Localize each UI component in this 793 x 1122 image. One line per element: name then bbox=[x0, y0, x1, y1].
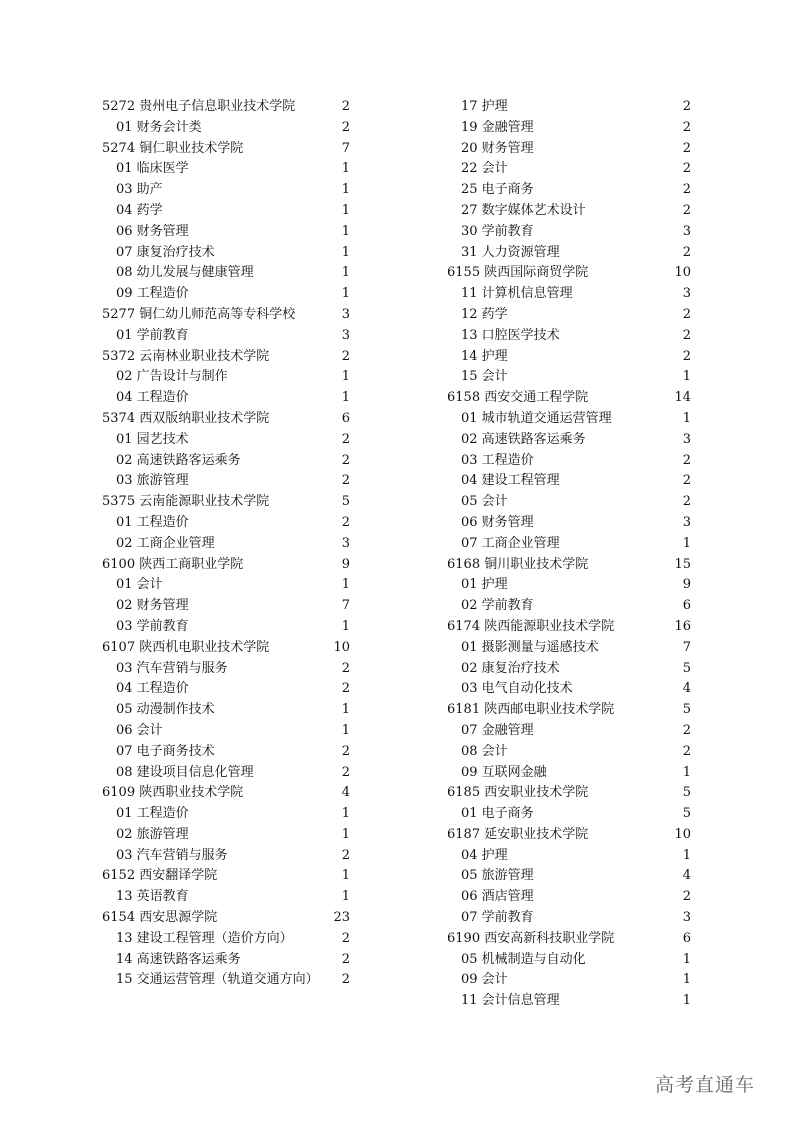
program-row bbox=[447, 159, 691, 180]
school-row bbox=[447, 929, 691, 950]
enrollment-count: 1 bbox=[341, 369, 350, 385]
enrollment-count: 1 bbox=[341, 286, 350, 302]
program-name: 14 护理 bbox=[461, 348, 508, 364]
program-name: 02 广告设计与制作 bbox=[116, 369, 228, 385]
program-name: 07 工商企业管理 bbox=[461, 535, 560, 551]
enrollment-count: 2 bbox=[682, 202, 691, 218]
program-row bbox=[447, 201, 691, 222]
program-name: 02 高速铁路客运乘务 bbox=[116, 452, 241, 468]
program-row bbox=[447, 970, 691, 991]
program-name: 22 会计 bbox=[461, 161, 508, 177]
program-row bbox=[447, 721, 691, 742]
program-row bbox=[447, 534, 691, 555]
program-row bbox=[102, 118, 350, 139]
program-row bbox=[102, 742, 350, 763]
program-name: 20 财务管理 bbox=[461, 140, 534, 156]
program-row bbox=[102, 617, 350, 638]
school-name: 5277 铜仁幼儿师范高等专科学校 bbox=[102, 306, 296, 322]
enrollment-count: 2 bbox=[682, 99, 691, 114]
program-row bbox=[102, 201, 350, 222]
program-row bbox=[447, 659, 691, 680]
enrollment-count: 5 bbox=[682, 806, 691, 822]
program-row bbox=[102, 222, 350, 243]
enrollment-count: 2 bbox=[341, 99, 350, 114]
program-name: 02 旅游管理 bbox=[116, 826, 189, 842]
program-row bbox=[447, 513, 691, 534]
enrollment-count: 2 bbox=[682, 722, 691, 738]
enrollment-count: 2 bbox=[341, 452, 350, 468]
program-row bbox=[447, 866, 691, 887]
school-row bbox=[102, 409, 350, 430]
school-row bbox=[102, 97, 350, 118]
enrollment-count: 1 bbox=[341, 868, 350, 884]
enrollment-count: 1 bbox=[682, 972, 691, 988]
program-name: 05 会计 bbox=[461, 494, 508, 510]
enrollment-count: 6 bbox=[341, 410, 350, 426]
program-row bbox=[447, 180, 691, 201]
program-row bbox=[447, 679, 691, 700]
enrollment-count: 23 bbox=[333, 910, 350, 926]
program-name: 17 护理 bbox=[461, 99, 508, 114]
enrollment-count: 2 bbox=[341, 847, 350, 863]
enrollment-count: 3 bbox=[682, 223, 691, 239]
enrollment-count: 7 bbox=[682, 639, 691, 655]
enrollment-count: 6 bbox=[682, 598, 691, 614]
program-row bbox=[102, 846, 350, 867]
school-name: 5274 铜仁职业技术学院 bbox=[102, 140, 244, 156]
program-row bbox=[102, 679, 350, 700]
enrollment-count: 1 bbox=[682, 993, 691, 1009]
school-name: 6158 西安交通工程学院 bbox=[447, 390, 589, 406]
program-row bbox=[102, 950, 350, 971]
program-name: 03 电气自动化技术 bbox=[461, 681, 573, 697]
school-name: 5375 云南能源职业技术学院 bbox=[102, 494, 270, 510]
program-row bbox=[447, 347, 691, 368]
program-row bbox=[447, 742, 691, 763]
program-row bbox=[102, 159, 350, 180]
program-name: 04 工程造价 bbox=[116, 390, 189, 406]
program-name: 07 电子商务技术 bbox=[116, 743, 215, 759]
enrollment-count: 10 bbox=[333, 639, 350, 655]
school-row bbox=[102, 492, 350, 513]
enrollment-count: 1 bbox=[682, 410, 691, 426]
enrollment-count: 3 bbox=[682, 431, 691, 447]
enrollment-count: 2 bbox=[341, 348, 350, 364]
program-row bbox=[102, 534, 350, 555]
program-row bbox=[102, 804, 350, 825]
program-row bbox=[447, 471, 691, 492]
program-name: 12 药学 bbox=[461, 306, 508, 322]
enrollment-count: 2 bbox=[341, 681, 350, 697]
enrollment-count: 1 bbox=[341, 577, 350, 593]
enrollment-count: 1 bbox=[341, 182, 350, 198]
program-name: 30 学前教育 bbox=[461, 223, 534, 239]
program-name: 06 酒店管理 bbox=[461, 889, 534, 905]
enrollment-count: 2 bbox=[341, 660, 350, 676]
school-name: 6100 陕西工商职业学院 bbox=[102, 556, 244, 572]
program-name: 07 金融管理 bbox=[461, 722, 534, 738]
program-row bbox=[102, 721, 350, 742]
program-row bbox=[102, 700, 350, 721]
program-row bbox=[447, 430, 691, 451]
program-row bbox=[447, 409, 691, 430]
enrollment-count: 3 bbox=[341, 327, 350, 343]
program-name: 01 摄影测量与遥感技术 bbox=[461, 639, 599, 655]
program-row bbox=[102, 970, 350, 991]
program-row bbox=[102, 180, 350, 201]
program-name: 02 高速铁路客运乘务 bbox=[461, 431, 586, 447]
enrollment-count: 2 bbox=[682, 306, 691, 322]
program-name: 13 建设工程管理（造价方向） bbox=[116, 930, 293, 946]
enrollment-count: 1 bbox=[341, 702, 350, 718]
enrollment-count: 3 bbox=[682, 286, 691, 302]
enrollment-count: 4 bbox=[682, 868, 691, 884]
program-row bbox=[447, 326, 691, 347]
enrollment-count: 2 bbox=[341, 473, 350, 489]
program-name: 13 口腔医学技术 bbox=[461, 327, 560, 343]
program-row bbox=[447, 139, 691, 160]
enrollment-count: 2 bbox=[682, 494, 691, 510]
program-row bbox=[102, 929, 350, 950]
program-name: 05 旅游管理 bbox=[461, 868, 534, 884]
school-name: 6168 铜川职业技术学院 bbox=[447, 556, 589, 572]
school-row bbox=[102, 347, 350, 368]
program-row bbox=[102, 388, 350, 409]
enrollment-count: 3 bbox=[682, 910, 691, 926]
program-name: 31 人力资源管理 bbox=[461, 244, 560, 260]
program-name: 06 财务管理 bbox=[461, 514, 534, 530]
enrollment-count: 3 bbox=[341, 306, 350, 322]
school-name: 5272 贵州电子信息职业技术学院 bbox=[102, 99, 296, 114]
program-name: 11 计算机信息管理 bbox=[461, 286, 573, 302]
program-row bbox=[102, 763, 350, 784]
enrollment-count: 2 bbox=[341, 743, 350, 759]
program-row bbox=[102, 284, 350, 305]
program-name: 01 电子商务 bbox=[461, 806, 534, 822]
program-row bbox=[102, 575, 350, 596]
program-name: 01 财务会计类 bbox=[116, 119, 202, 135]
right-column bbox=[447, 97, 691, 1012]
program-name: 09 工程造价 bbox=[116, 286, 189, 302]
enrollment-count: 1 bbox=[341, 265, 350, 281]
school-row bbox=[102, 139, 350, 160]
program-name: 02 财务管理 bbox=[116, 598, 189, 614]
enrollment-count: 3 bbox=[341, 535, 350, 551]
program-name: 08 会计 bbox=[461, 743, 508, 759]
enrollment-count: 10 bbox=[674, 265, 691, 281]
enrollment-count: 2 bbox=[682, 119, 691, 135]
enrollment-count: 1 bbox=[341, 161, 350, 177]
program-name: 01 会计 bbox=[116, 577, 163, 593]
school-row bbox=[447, 555, 691, 576]
program-row bbox=[447, 908, 691, 929]
enrollment-count: 1 bbox=[341, 244, 350, 260]
enrollment-count: 15 bbox=[674, 556, 691, 572]
program-row bbox=[102, 367, 350, 388]
school-row bbox=[447, 783, 691, 804]
program-row bbox=[447, 243, 691, 264]
program-row bbox=[102, 825, 350, 846]
program-name: 05 动漫制作技术 bbox=[116, 702, 215, 718]
enrollment-count: 1 bbox=[341, 618, 350, 634]
enrollment-count: 1 bbox=[341, 889, 350, 905]
program-row bbox=[102, 596, 350, 617]
school-name: 5374 西双版纳职业技术学院 bbox=[102, 410, 270, 426]
program-row bbox=[447, 991, 691, 1012]
program-name: 01 学前教育 bbox=[116, 327, 189, 343]
enrollment-count: 2 bbox=[341, 951, 350, 967]
enrollment-count: 7 bbox=[341, 140, 350, 156]
program-name: 13 英语教育 bbox=[116, 889, 189, 905]
program-name: 03 汽车营销与服务 bbox=[116, 847, 228, 863]
program-name: 15 交通运营管理（轨道交通方向） bbox=[116, 972, 319, 988]
school-row bbox=[102, 638, 350, 659]
school-row bbox=[102, 783, 350, 804]
school-row bbox=[447, 825, 691, 846]
school-row bbox=[102, 908, 350, 929]
program-name: 15 会计 bbox=[461, 369, 508, 385]
watermark: 高考直通车 bbox=[655, 1074, 756, 1096]
program-name: 01 工程造价 bbox=[116, 806, 189, 822]
enrollment-count: 5 bbox=[682, 660, 691, 676]
enrollment-count: 4 bbox=[341, 785, 350, 801]
program-name: 06 会计 bbox=[116, 722, 163, 738]
enrollment-count: 2 bbox=[341, 514, 350, 530]
school-name: 6174 陕西能源职业技术学院 bbox=[447, 618, 615, 634]
school-name: 6152 西安翻译学院 bbox=[102, 868, 218, 884]
enrollment-count: 1 bbox=[341, 390, 350, 406]
program-row bbox=[447, 804, 691, 825]
enrollment-count: 2 bbox=[341, 972, 350, 988]
enrollment-count: 1 bbox=[341, 722, 350, 738]
enrollment-count: 5 bbox=[682, 785, 691, 801]
enrollment-count: 2 bbox=[682, 743, 691, 759]
enrollment-count: 1 bbox=[341, 223, 350, 239]
program-row bbox=[102, 887, 350, 908]
program-name: 04 护理 bbox=[461, 847, 508, 863]
program-name: 09 互联网金融 bbox=[461, 764, 547, 780]
program-name: 03 助产 bbox=[116, 182, 163, 198]
enrollment-count: 7 bbox=[341, 598, 350, 614]
enrollment-count: 2 bbox=[682, 348, 691, 364]
enrollment-count: 1 bbox=[341, 826, 350, 842]
enrollment-count: 5 bbox=[682, 702, 691, 718]
enrollment-count: 1 bbox=[682, 535, 691, 551]
program-name: 01 工程造价 bbox=[116, 514, 189, 530]
enrollment-count: 2 bbox=[682, 161, 691, 177]
program-name: 03 学前教育 bbox=[116, 618, 189, 634]
program-name: 06 财务管理 bbox=[116, 223, 189, 239]
school-row bbox=[102, 555, 350, 576]
program-name: 25 电子商务 bbox=[461, 182, 534, 198]
program-row bbox=[102, 263, 350, 284]
enrollment-count: 5 bbox=[341, 494, 350, 510]
program-row bbox=[102, 451, 350, 472]
program-name: 03 旅游管理 bbox=[116, 473, 189, 489]
program-name: 27 数字媒体艺术设计 bbox=[461, 202, 586, 218]
program-row bbox=[447, 222, 691, 243]
enrollment-count: 1 bbox=[341, 806, 350, 822]
enrollment-count: 1 bbox=[682, 951, 691, 967]
program-name: 07 学前教育 bbox=[461, 910, 534, 926]
enrollment-count: 14 bbox=[674, 390, 691, 406]
program-row bbox=[447, 367, 691, 388]
program-row bbox=[447, 492, 691, 513]
program-row bbox=[447, 451, 691, 472]
program-row bbox=[447, 763, 691, 784]
program-row bbox=[447, 97, 691, 118]
school-name: 6109 陕西职业技术学院 bbox=[102, 785, 244, 801]
program-name: 09 会计 bbox=[461, 972, 508, 988]
enrollment-count: 1 bbox=[682, 847, 691, 863]
program-row bbox=[447, 284, 691, 305]
enrollment-count: 2 bbox=[341, 764, 350, 780]
program-row bbox=[102, 659, 350, 680]
program-name: 11 会计信息管理 bbox=[461, 993, 560, 1009]
left-column bbox=[102, 97, 350, 991]
program-name: 02 工商企业管理 bbox=[116, 535, 215, 551]
program-name: 14 高速铁路客运乘务 bbox=[116, 951, 241, 967]
program-name: 08 幼儿发展与健康管理 bbox=[116, 265, 254, 281]
enrollment-count: 9 bbox=[682, 577, 691, 593]
program-name: 04 药学 bbox=[116, 202, 163, 218]
program-row bbox=[447, 596, 691, 617]
program-name: 01 城市轨道交通运营管理 bbox=[461, 410, 612, 426]
enrollment-count: 4 bbox=[682, 681, 691, 697]
enrollment-count: 6 bbox=[682, 930, 691, 946]
enrollment-count: 2 bbox=[682, 452, 691, 468]
program-name: 07 康复治疗技术 bbox=[116, 244, 215, 260]
program-name: 01 护理 bbox=[461, 577, 508, 593]
enrollment-count: 2 bbox=[341, 119, 350, 135]
enrollment-count: 2 bbox=[682, 140, 691, 156]
school-row bbox=[102, 305, 350, 326]
enrollment-count: 10 bbox=[674, 826, 691, 842]
enrollment-count: 2 bbox=[682, 889, 691, 905]
school-name: 6187 延安职业技术学院 bbox=[447, 826, 589, 842]
program-row bbox=[102, 243, 350, 264]
school-name: 5372 云南林业职业技术学院 bbox=[102, 348, 270, 364]
program-row bbox=[102, 326, 350, 347]
program-row bbox=[447, 118, 691, 139]
program-name: 04 建设工程管理 bbox=[461, 473, 560, 489]
enrollment-count: 3 bbox=[682, 514, 691, 530]
program-row bbox=[102, 471, 350, 492]
school-name: 6190 西安高新科技职业学院 bbox=[447, 930, 615, 946]
program-row bbox=[447, 950, 691, 971]
school-name: 6185 西安职业技术学院 bbox=[447, 785, 589, 801]
school-row bbox=[102, 866, 350, 887]
program-name: 01 园艺技术 bbox=[116, 431, 189, 447]
enrollment-count: 9 bbox=[341, 556, 350, 572]
school-row bbox=[447, 263, 691, 284]
program-row bbox=[447, 638, 691, 659]
program-row bbox=[102, 430, 350, 451]
program-name: 03 汽车营销与服务 bbox=[116, 660, 228, 676]
program-name: 03 工程造价 bbox=[461, 452, 534, 468]
enrollment-count: 2 bbox=[682, 182, 691, 198]
program-name: 01 临床医学 bbox=[116, 161, 189, 177]
school-name: 6154 西安思源学院 bbox=[102, 910, 218, 926]
school-name: 6155 陕西国际商贸学院 bbox=[447, 265, 589, 281]
enrollment-count: 2 bbox=[341, 431, 350, 447]
enrollment-count: 2 bbox=[682, 473, 691, 489]
school-name: 6107 陕西机电职业技术学院 bbox=[102, 639, 270, 655]
program-name: 08 建设项目信息化管理 bbox=[116, 764, 254, 780]
enrollment-count: 16 bbox=[674, 618, 691, 634]
program-row bbox=[447, 887, 691, 908]
school-name: 6181 陕西邮电职业技术学院 bbox=[447, 702, 615, 718]
program-name: 04 工程造价 bbox=[116, 681, 189, 697]
enrollment-count: 2 bbox=[682, 244, 691, 260]
enrollment-count: 1 bbox=[341, 202, 350, 218]
school-row bbox=[447, 388, 691, 409]
school-row bbox=[447, 700, 691, 721]
program-row bbox=[447, 575, 691, 596]
program-row bbox=[102, 513, 350, 534]
enrollment-count: 2 bbox=[682, 327, 691, 343]
school-row bbox=[447, 617, 691, 638]
program-name: 02 学前教育 bbox=[461, 598, 534, 614]
program-row bbox=[447, 846, 691, 867]
program-name: 05 机械制造与自动化 bbox=[461, 951, 586, 967]
enrollment-count: 1 bbox=[682, 369, 691, 385]
program-name: 02 康复治疗技术 bbox=[461, 660, 560, 676]
program-name: 19 金融管理 bbox=[461, 119, 534, 135]
enrollment-count: 1 bbox=[682, 764, 691, 780]
enrollment-count: 2 bbox=[341, 930, 350, 946]
program-row bbox=[447, 305, 691, 326]
